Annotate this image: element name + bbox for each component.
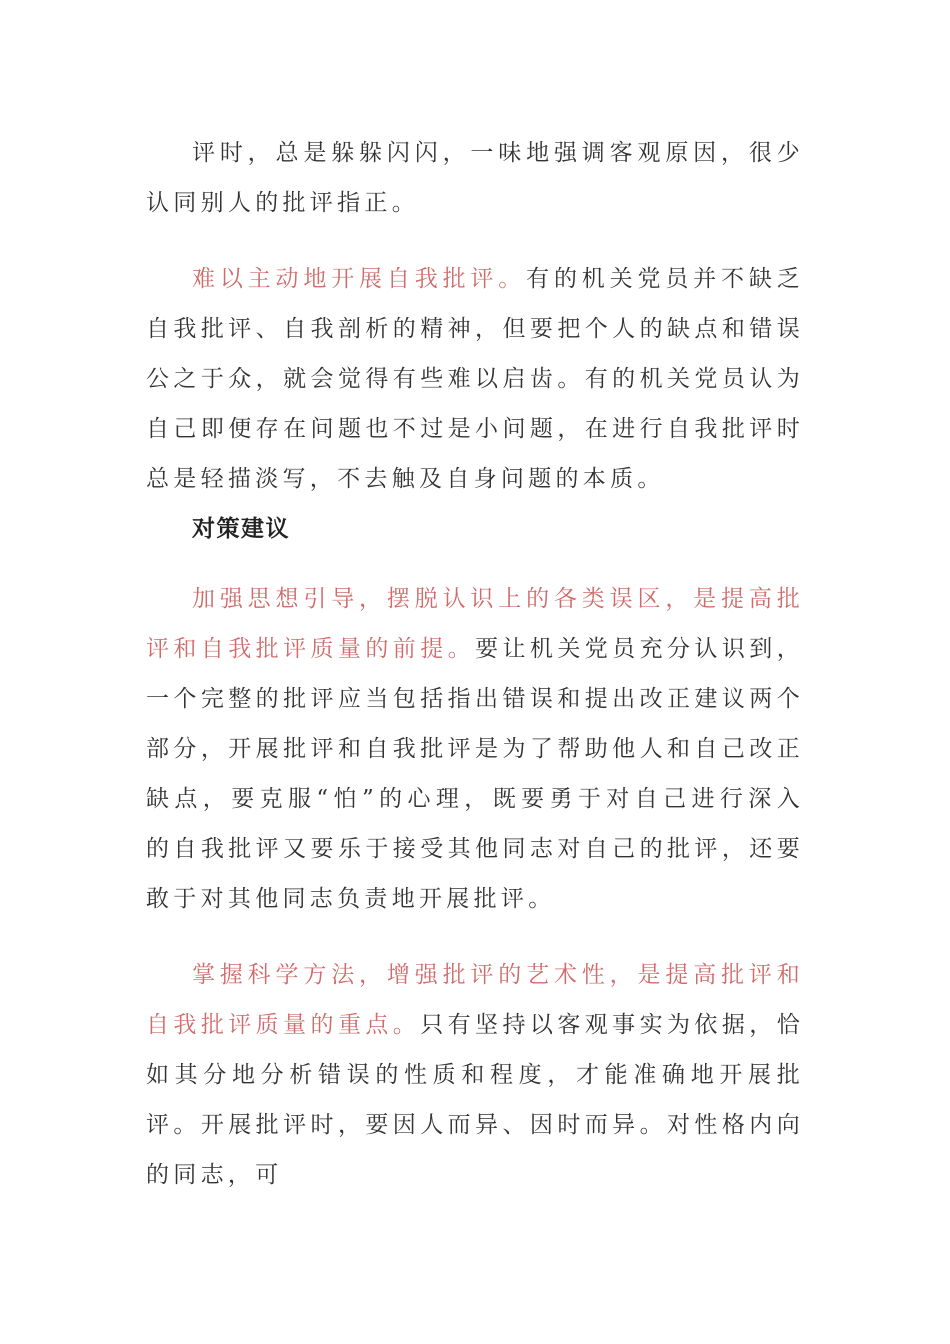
- section-heading: 对策建议: [192, 516, 290, 542]
- paragraph-2-text: 有的机关党员并不缺乏自我批评、自我剖析的精神，但要把个人的缺点和错误公之于众，就会觉得有些难以启齿。有的机关党员认为自己即便存在问题也不过是小问题，在进行自我批评时总是轻描淡写，不去触及自身问题的本质。: [146, 266, 804, 492]
- paragraph-3-highlight: 加强思想引导，摆脱认识上的各类误区，是提高批评和自我批评质量的前提。: [146, 586, 804, 662]
- paragraph-3: [146, 574, 804, 924]
- paragraph-2-highlight: 难以主动地开展自我批评。: [192, 266, 527, 292]
- paragraph-4-highlight: 掌握科学方法，增强批评的艺术性，是提高批评和自我批评质量的重点。: [146, 962, 804, 1038]
- paragraph-4: [146, 950, 804, 1200]
- paragraph-1: [146, 128, 804, 228]
- paragraph-3-text: 要让机关党员充分认识到，一个完整的批评应当包括指出错误和提出改正建议两个部分，开展批评和自我批评是为了帮助他人和自己改正缺点，要克服“怕”的心理，既要勇于对自己进行深入的自我批评又要乐于接受其他同志对自己的批评，还要敢于对其他同志负责地开展批评。: [146, 636, 804, 912]
- paragraph-4-text: 只有坚持以客观事实为依据，恰如其分地分析错误的性质和程度，才能准确地开展批评。开展批评时，要因人而异、因时而异。对性格内向的同志，可: [146, 1012, 804, 1188]
- document-page: [146, 128, 804, 1200]
- paragraph-2: [146, 254, 804, 504]
- paragraph-1-text: 评时，总是躲躲闪闪，一味地强调客观原因，很少认同别人的批评指正。: [146, 140, 804, 216]
